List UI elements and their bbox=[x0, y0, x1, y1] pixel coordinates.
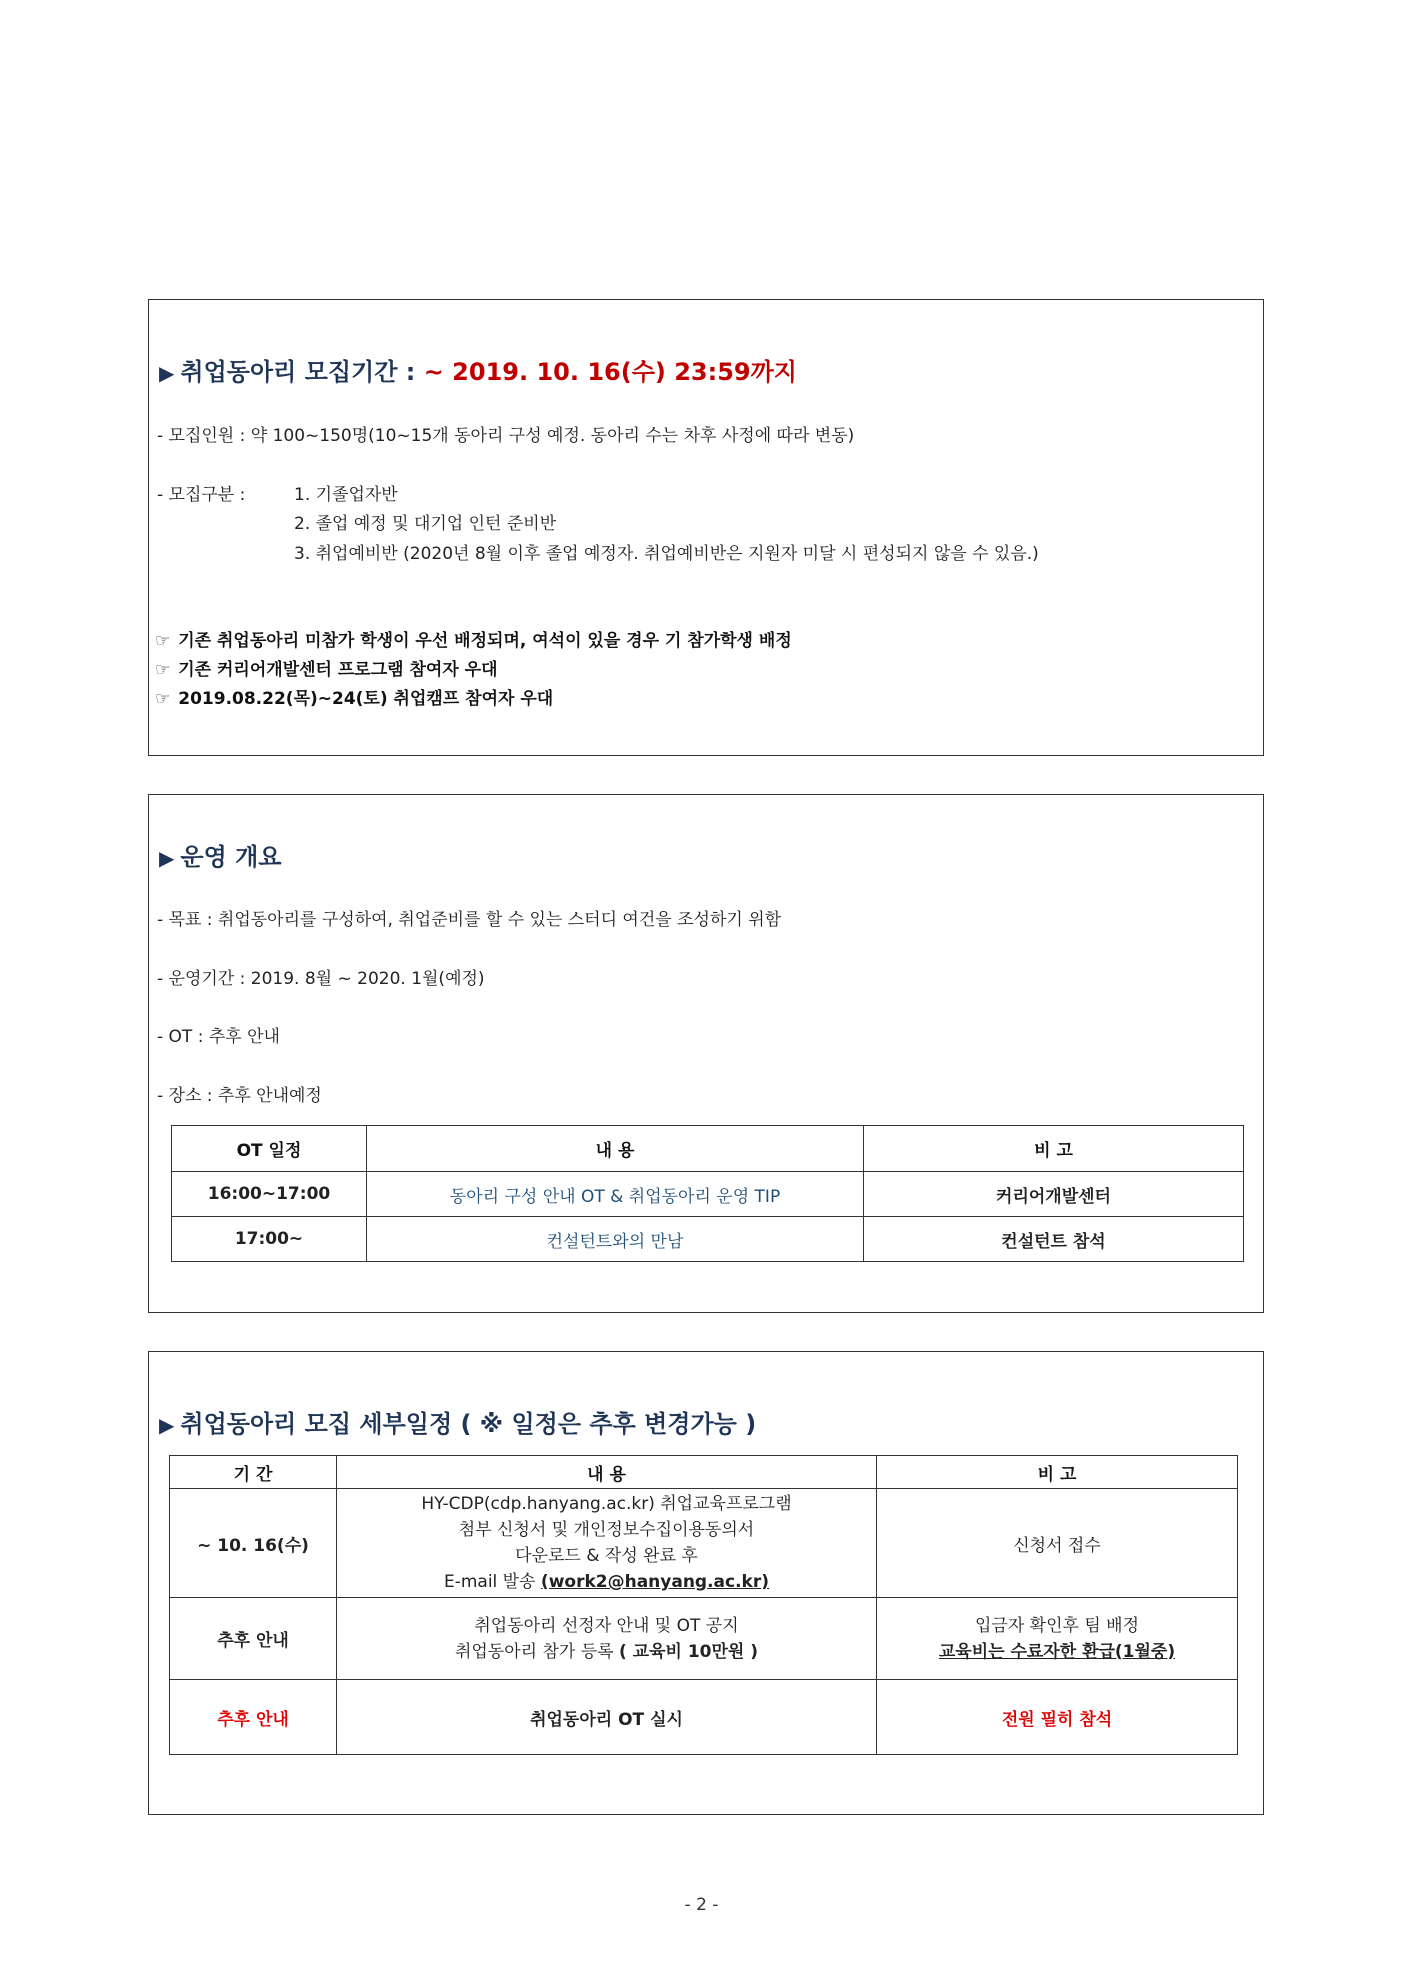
ot-content: 컨설턴트와의 만남 bbox=[367, 1217, 864, 1262]
pointing-hand-icon: ☞ bbox=[155, 631, 171, 651]
note-2: ☞ 기존 커리어개발센터 프로그램 참여자 우대 bbox=[155, 660, 498, 680]
triangle-bullet-icon: ▶ bbox=[159, 1413, 175, 1437]
ot-note: 컨설턴트 참석 bbox=[864, 1217, 1244, 1262]
schedule-content: 취업동아리 OT 실시 bbox=[337, 1680, 877, 1755]
table-header: 비 고 bbox=[877, 1456, 1238, 1489]
triangle-bullet-icon: ▶ bbox=[159, 846, 175, 870]
table-header: 내 용 bbox=[337, 1456, 877, 1489]
recruit-category-2: 2. 졸업 예정 및 대기업 인턴 준비반 bbox=[294, 514, 557, 534]
table-row bbox=[172, 1172, 1244, 1217]
ot-schedule-table bbox=[171, 1125, 1244, 1262]
page-number: - 2 - bbox=[684, 1895, 719, 1915]
schedule-period: 추후 안내 bbox=[170, 1598, 337, 1680]
schedule-note: 입금자 확인후 팀 배정 교육비는 수료자한 환급(1월중) bbox=[877, 1598, 1238, 1680]
recruit-category-3: 3. 취업예비반 (2020년 8월 이후 졸업 예정자. 취업예비반은 지원자 미달 시 편성되지 않을 수 있음.) bbox=[294, 544, 1039, 564]
recruit-period-heading: ▶ 취업동아리 모집기간 : ~ 2019. 10. 16(수) 23:59까지 bbox=[159, 358, 797, 386]
schedule-content: 취업동아리 선정자 안내 및 OT 공지 취업동아리 참가 등록 ( 교육비 10만원 ) bbox=[337, 1598, 877, 1680]
pointing-hand-icon: ☞ bbox=[155, 660, 171, 680]
table-row bbox=[170, 1598, 1238, 1680]
table-header: 기 간 bbox=[170, 1456, 337, 1489]
ot-content: 동아리 구성 안내 OT & 취업동아리 운영 TIP bbox=[367, 1172, 864, 1217]
operation-ot: - OT : 추후 안내 bbox=[157, 1027, 280, 1047]
schedule-content: HY-CDP(cdp.hanyang.ac.kr) 취업교육프로그램 첨부 신청서 및 개인정보수집이용동의서 다운로드 & 작성 완료 후 E-mail 발송 (work2@hanyang.ac.kr) bbox=[337, 1489, 877, 1598]
ot-time: 16:00~17:00 bbox=[172, 1172, 367, 1217]
triangle-bullet-icon: ▶ bbox=[159, 361, 175, 385]
pointing-hand-icon: ☞ bbox=[155, 689, 171, 709]
schedule-period: ~ 10. 16(수) bbox=[170, 1489, 337, 1598]
table-row bbox=[170, 1680, 1238, 1755]
table-header: 내 용 bbox=[367, 1126, 864, 1172]
recruit-category-1: 1. 기졸업자반 bbox=[294, 485, 398, 505]
recruit-deadline: ~ 2019. 10. 16(수) 23:59까지 bbox=[423, 358, 797, 386]
note-1: ☞ 기존 취업동아리 미참가 학생이 우선 배정되며, 여석이 있을 경우 기 참가학생 배정 bbox=[155, 631, 792, 651]
table-row bbox=[172, 1217, 1244, 1262]
schedule-note: 전원 필히 참석 bbox=[877, 1680, 1238, 1755]
schedule-note: 신청서 접수 bbox=[877, 1489, 1238, 1598]
operation-goal: - 목표 : 취업동아리를 구성하여, 취업준비를 할 수 있는 스터디 여건을 조성하기 위함 bbox=[157, 910, 782, 930]
email-link[interactable]: (work2@hanyang.ac.kr) bbox=[540, 1572, 770, 1592]
operation-overview-heading: ▶ 운영 개요 bbox=[159, 843, 282, 871]
ot-time: 17:00~ bbox=[172, 1217, 367, 1262]
detailed-schedule-heading: ▶ 취업동아리 모집 세부일정 ( ※ 일정은 추후 변경가능 ) bbox=[159, 1410, 757, 1438]
table-header: 비 고 bbox=[864, 1126, 1244, 1172]
ot-note: 커리어개발센터 bbox=[864, 1172, 1244, 1217]
operation-period: - 운영기간 : 2019. 8월 ~ 2020. 1월(예정) bbox=[157, 969, 485, 989]
operation-place: - 장소 : 추후 안내예정 bbox=[157, 1086, 322, 1106]
detailed-schedule-table bbox=[169, 1455, 1238, 1755]
detailed-schedule-box bbox=[148, 1351, 1264, 1815]
recruit-count: - 모집인원 : 약 100~150명(10~15개 동아리 구성 예정. 동아리 수는 차후 사정에 따라 변동) bbox=[157, 426, 855, 446]
table-header: OT 일정 bbox=[172, 1126, 367, 1172]
operation-overview-box bbox=[148, 794, 1264, 1313]
recruit-period-box bbox=[148, 299, 1264, 756]
table-row bbox=[170, 1489, 1238, 1598]
schedule-period: 추후 안내 bbox=[170, 1680, 337, 1755]
note-3: ☞ 2019.08.22(목)~24(토) 취업캠프 참여자 우대 bbox=[155, 689, 554, 709]
recruit-category-label: - 모집구분 : bbox=[157, 485, 246, 505]
